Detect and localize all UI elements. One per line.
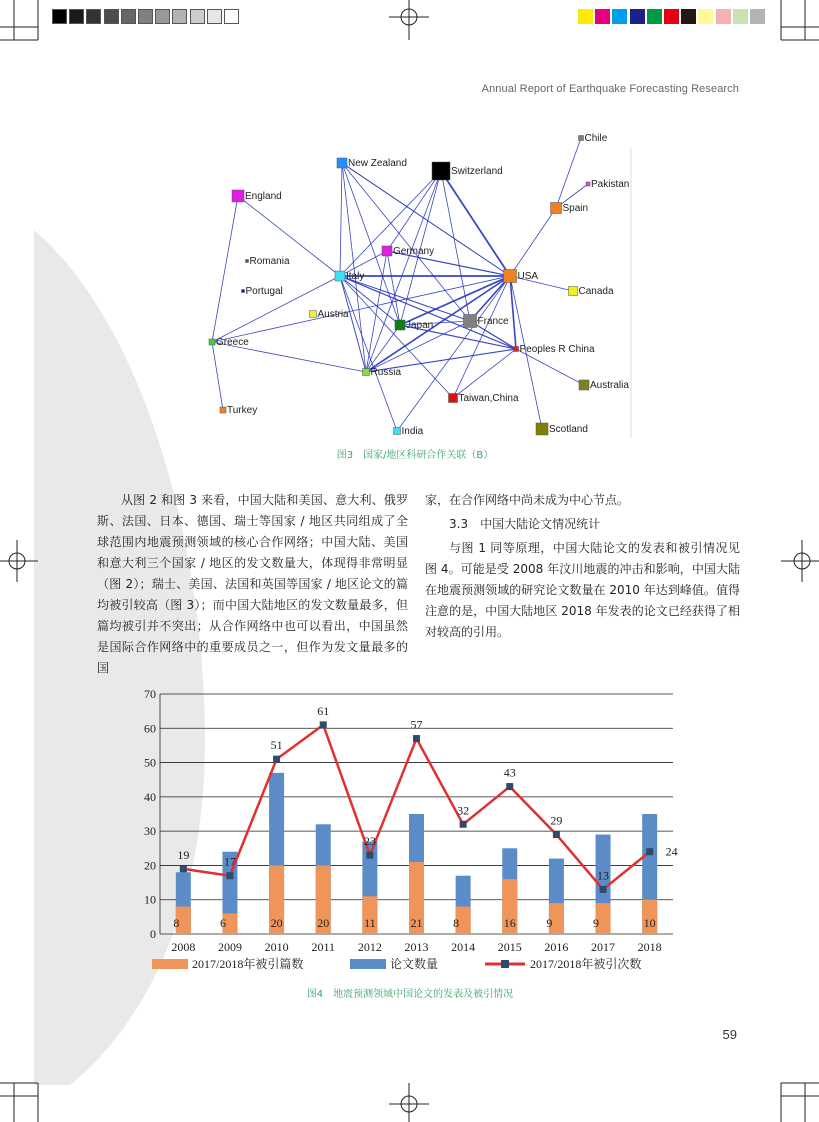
legend-label: 2017/2018年被引次数 (530, 957, 642, 971)
citation-point (366, 852, 373, 859)
network-node (220, 405, 257, 416)
cited-paper-label: 8 (173, 916, 180, 930)
figure-4-caption: 图4 地震预测领域中国论文的发表及被引情况 (306, 989, 514, 1000)
legend-swatch (152, 959, 188, 969)
network-node-marker (536, 423, 548, 435)
network-edge (397, 276, 510, 431)
y-tick-label: 70 (144, 687, 156, 701)
page-number: 59 (722, 1027, 737, 1042)
network-node-marker (394, 428, 401, 435)
citation-label: 57 (410, 717, 423, 732)
citation-point (273, 756, 280, 763)
network-node-marker (504, 270, 517, 283)
legend-label: 论文数量 (390, 957, 439, 971)
network-edge (340, 163, 342, 276)
network-node-marker (395, 320, 405, 330)
network-node-marker (209, 339, 215, 345)
y-tick-label: 60 (144, 721, 156, 736)
registration-target-left (0, 540, 38, 582)
network-node-label: Japan (406, 320, 434, 331)
network-node-marker (382, 246, 392, 256)
citation-label: 61 (317, 703, 330, 718)
network-node-label: USA (517, 271, 539, 282)
legend-swatch (501, 960, 509, 968)
citation-label: 23 (363, 834, 376, 849)
cited-paper-label: 20 (317, 916, 330, 930)
network-edge (453, 349, 516, 398)
cited-paper-label: 9 (593, 916, 600, 930)
network-node (363, 367, 402, 378)
x-tick-label: 2016 (544, 940, 569, 954)
cited-paper-label: 21 (410, 916, 423, 930)
network-node-marker (586, 182, 590, 186)
network-node-label: Peoples R China (519, 344, 595, 355)
china-papers-chart (130, 682, 690, 982)
x-tick-label: 2011 (311, 940, 336, 954)
network-node-marker (363, 369, 370, 376)
running-header: Annual Report of Earthquake Forecasting Research (481, 83, 739, 95)
network-node-marker (242, 290, 245, 293)
collaboration-network-figure (190, 128, 640, 440)
network-node (337, 158, 407, 169)
chart-y-ticks (144, 687, 156, 941)
cited-paper-label: 9 (546, 916, 553, 930)
citation-label: 51 (270, 738, 283, 753)
citation-point (646, 848, 653, 855)
network-node-marker (335, 271, 345, 281)
x-tick-label: 2010 (264, 940, 289, 954)
network-edge (510, 276, 516, 349)
registration-target-top (389, 0, 429, 40)
network-node-label: France (477, 316, 509, 327)
network-node-marker (514, 347, 519, 352)
citation-point (320, 721, 327, 728)
network-node-label: Scotland (549, 424, 588, 435)
network-node-marker (569, 287, 578, 296)
chart-legend (152, 956, 641, 971)
network-node-label: Russia (370, 367, 402, 378)
network-node (246, 256, 290, 267)
citation-label: 19 (177, 847, 190, 862)
network-edge (340, 276, 516, 349)
figure-3-caption: 图3 国家/地区科研合作关联（B） (336, 450, 494, 461)
right-paragraph-2: 与图 1 同等原理，中国大陆论文的发表和被引情况见图 4。可能是受 2008 年汶川地震的冲击和影响，中国大陆在地震预测领域的研究论文数量在 2010 年达到峰值。值得注意的是，中国大陆地区 2018 年发表的论文已经获得了相对较高的引用。 (425, 541, 740, 639)
citation-point (226, 872, 233, 879)
left-paragraph: 从图 2 和图 3 来看，中国大陆和美国、意大利、俄罗斯、法国、日本、德国、瑞士等国家 / 地区共同组成了全球范围内地震预测领域的核心合作网络；中国大陆、美国和意大利三个国家 / 地区的发文数量大，体现得非常明显（图 2）；瑞士、美国、法国和英国等国家 / 地区论文的篇均被引较高（图 3）；而中国大陆地区的发文数量最多，但篇均被引并不突出；从合作网络中也可以看出，中国虽然是国际合作网络中的重要成员之一，但作为发文量最多的国 (97, 493, 408, 675)
citation-label: 24 (665, 844, 678, 859)
citation-point (413, 735, 420, 742)
cited-paper-label: 16 (503, 916, 516, 930)
left-column (97, 490, 408, 679)
network-node (504, 270, 539, 283)
network-node (209, 337, 249, 348)
network-node-label: Italy (346, 271, 365, 282)
network-node (579, 380, 629, 391)
network-edge (387, 251, 400, 325)
legend-swatch (350, 959, 386, 969)
y-tick-label: 0 (150, 927, 156, 941)
network-node (242, 286, 283, 297)
network-node-label: England (245, 191, 282, 202)
network-node (449, 393, 519, 404)
registration-target-bottom (389, 1083, 429, 1122)
network-node-label: Portugal (245, 286, 283, 297)
network-node-label: Switzerland (451, 166, 503, 177)
citation-label: 43 (503, 765, 516, 780)
x-tick-label: 2008 (171, 940, 196, 954)
network-node-label: Austria (317, 309, 349, 320)
network-edge (366, 325, 400, 372)
network-node-marker (579, 380, 589, 390)
x-tick-label: 2015 (497, 940, 522, 954)
x-tick-label: 2017 (591, 940, 616, 954)
right-paragraph-1: 家，在合作网络中尚未成为中心节点。 (425, 493, 630, 507)
x-tick-label: 2009 (217, 940, 242, 954)
network-node-marker (432, 162, 450, 180)
network-node (394, 426, 424, 437)
citation-label: 17 (223, 854, 236, 869)
cited-paper-label: 10 (643, 916, 656, 930)
network-node-label: Canada (578, 286, 614, 297)
cited-paper-label: 6 (219, 916, 226, 930)
chart-x-ticks (171, 940, 661, 954)
right-column (425, 490, 740, 643)
network-node (335, 271, 364, 282)
network-node-marker (337, 158, 347, 168)
network-edges (212, 138, 588, 431)
cited-paper-label: 11 (364, 916, 376, 930)
citation-point (506, 783, 513, 790)
citation-point (600, 886, 607, 893)
cited-paper-label: 8 (453, 916, 460, 930)
network-node-label: Chile (584, 133, 608, 144)
network-node-marker (232, 190, 244, 202)
network-node-marker (220, 407, 226, 413)
x-tick-label: 2014 (451, 940, 476, 954)
network-node-label: India (401, 426, 424, 437)
network-node-label: Turkey (227, 405, 258, 416)
x-tick-label: 2018 (637, 940, 662, 954)
network-node (310, 309, 350, 320)
network-edge (212, 342, 223, 410)
network-node (579, 133, 608, 144)
network-node (569, 286, 614, 297)
network-node (382, 246, 434, 257)
network-node-label: Spain (562, 203, 589, 214)
legend-label: 2017/2018年被引篇数 (192, 957, 304, 971)
y-tick-label: 40 (144, 789, 156, 804)
network-node (536, 423, 588, 435)
network-edge (556, 138, 581, 208)
y-tick-label: 30 (144, 824, 156, 839)
section-heading: 3.3 中国大陆论文情况统计 (449, 517, 601, 531)
network-node-label: Australia (590, 380, 629, 391)
x-tick-label: 2013 (404, 940, 429, 954)
network-node-marker (579, 136, 584, 141)
registration-target-right (781, 540, 819, 582)
y-tick-label: 10 (144, 892, 156, 907)
network-node (551, 203, 589, 215)
network-node-marker (464, 315, 477, 328)
network-node-label: Greece (216, 337, 249, 348)
network-node-marker (310, 311, 317, 318)
x-tick-label: 2012 (357, 940, 382, 954)
network-node (514, 344, 595, 355)
network-node-label: Romania (249, 256, 290, 267)
network-node (464, 315, 510, 328)
y-tick-label: 50 (144, 755, 156, 770)
citation-label: 29 (550, 813, 563, 828)
network-node (232, 190, 282, 202)
network-node (395, 320, 433, 331)
network-edge (212, 196, 238, 342)
network-node (586, 179, 629, 190)
citation-point (460, 821, 467, 828)
citation-label: 32 (457, 803, 470, 818)
network-node (432, 162, 503, 180)
citation-label: 13 (597, 868, 610, 883)
citation-point (180, 865, 187, 872)
network-node-label: Taiwan,China (458, 393, 519, 404)
network-node-label: New Zealand (348, 158, 407, 169)
network-edge (342, 163, 366, 372)
network-node-marker (551, 203, 562, 214)
network-edge (510, 208, 556, 276)
network-node-label: Pakistan (591, 179, 630, 190)
y-tick-label: 20 (144, 858, 156, 873)
network-node-marker (246, 260, 249, 263)
cited-paper-label: 20 (270, 916, 283, 930)
citation-point (553, 831, 560, 838)
network-node-label: Germany (393, 246, 435, 257)
network-node-marker (449, 394, 458, 403)
